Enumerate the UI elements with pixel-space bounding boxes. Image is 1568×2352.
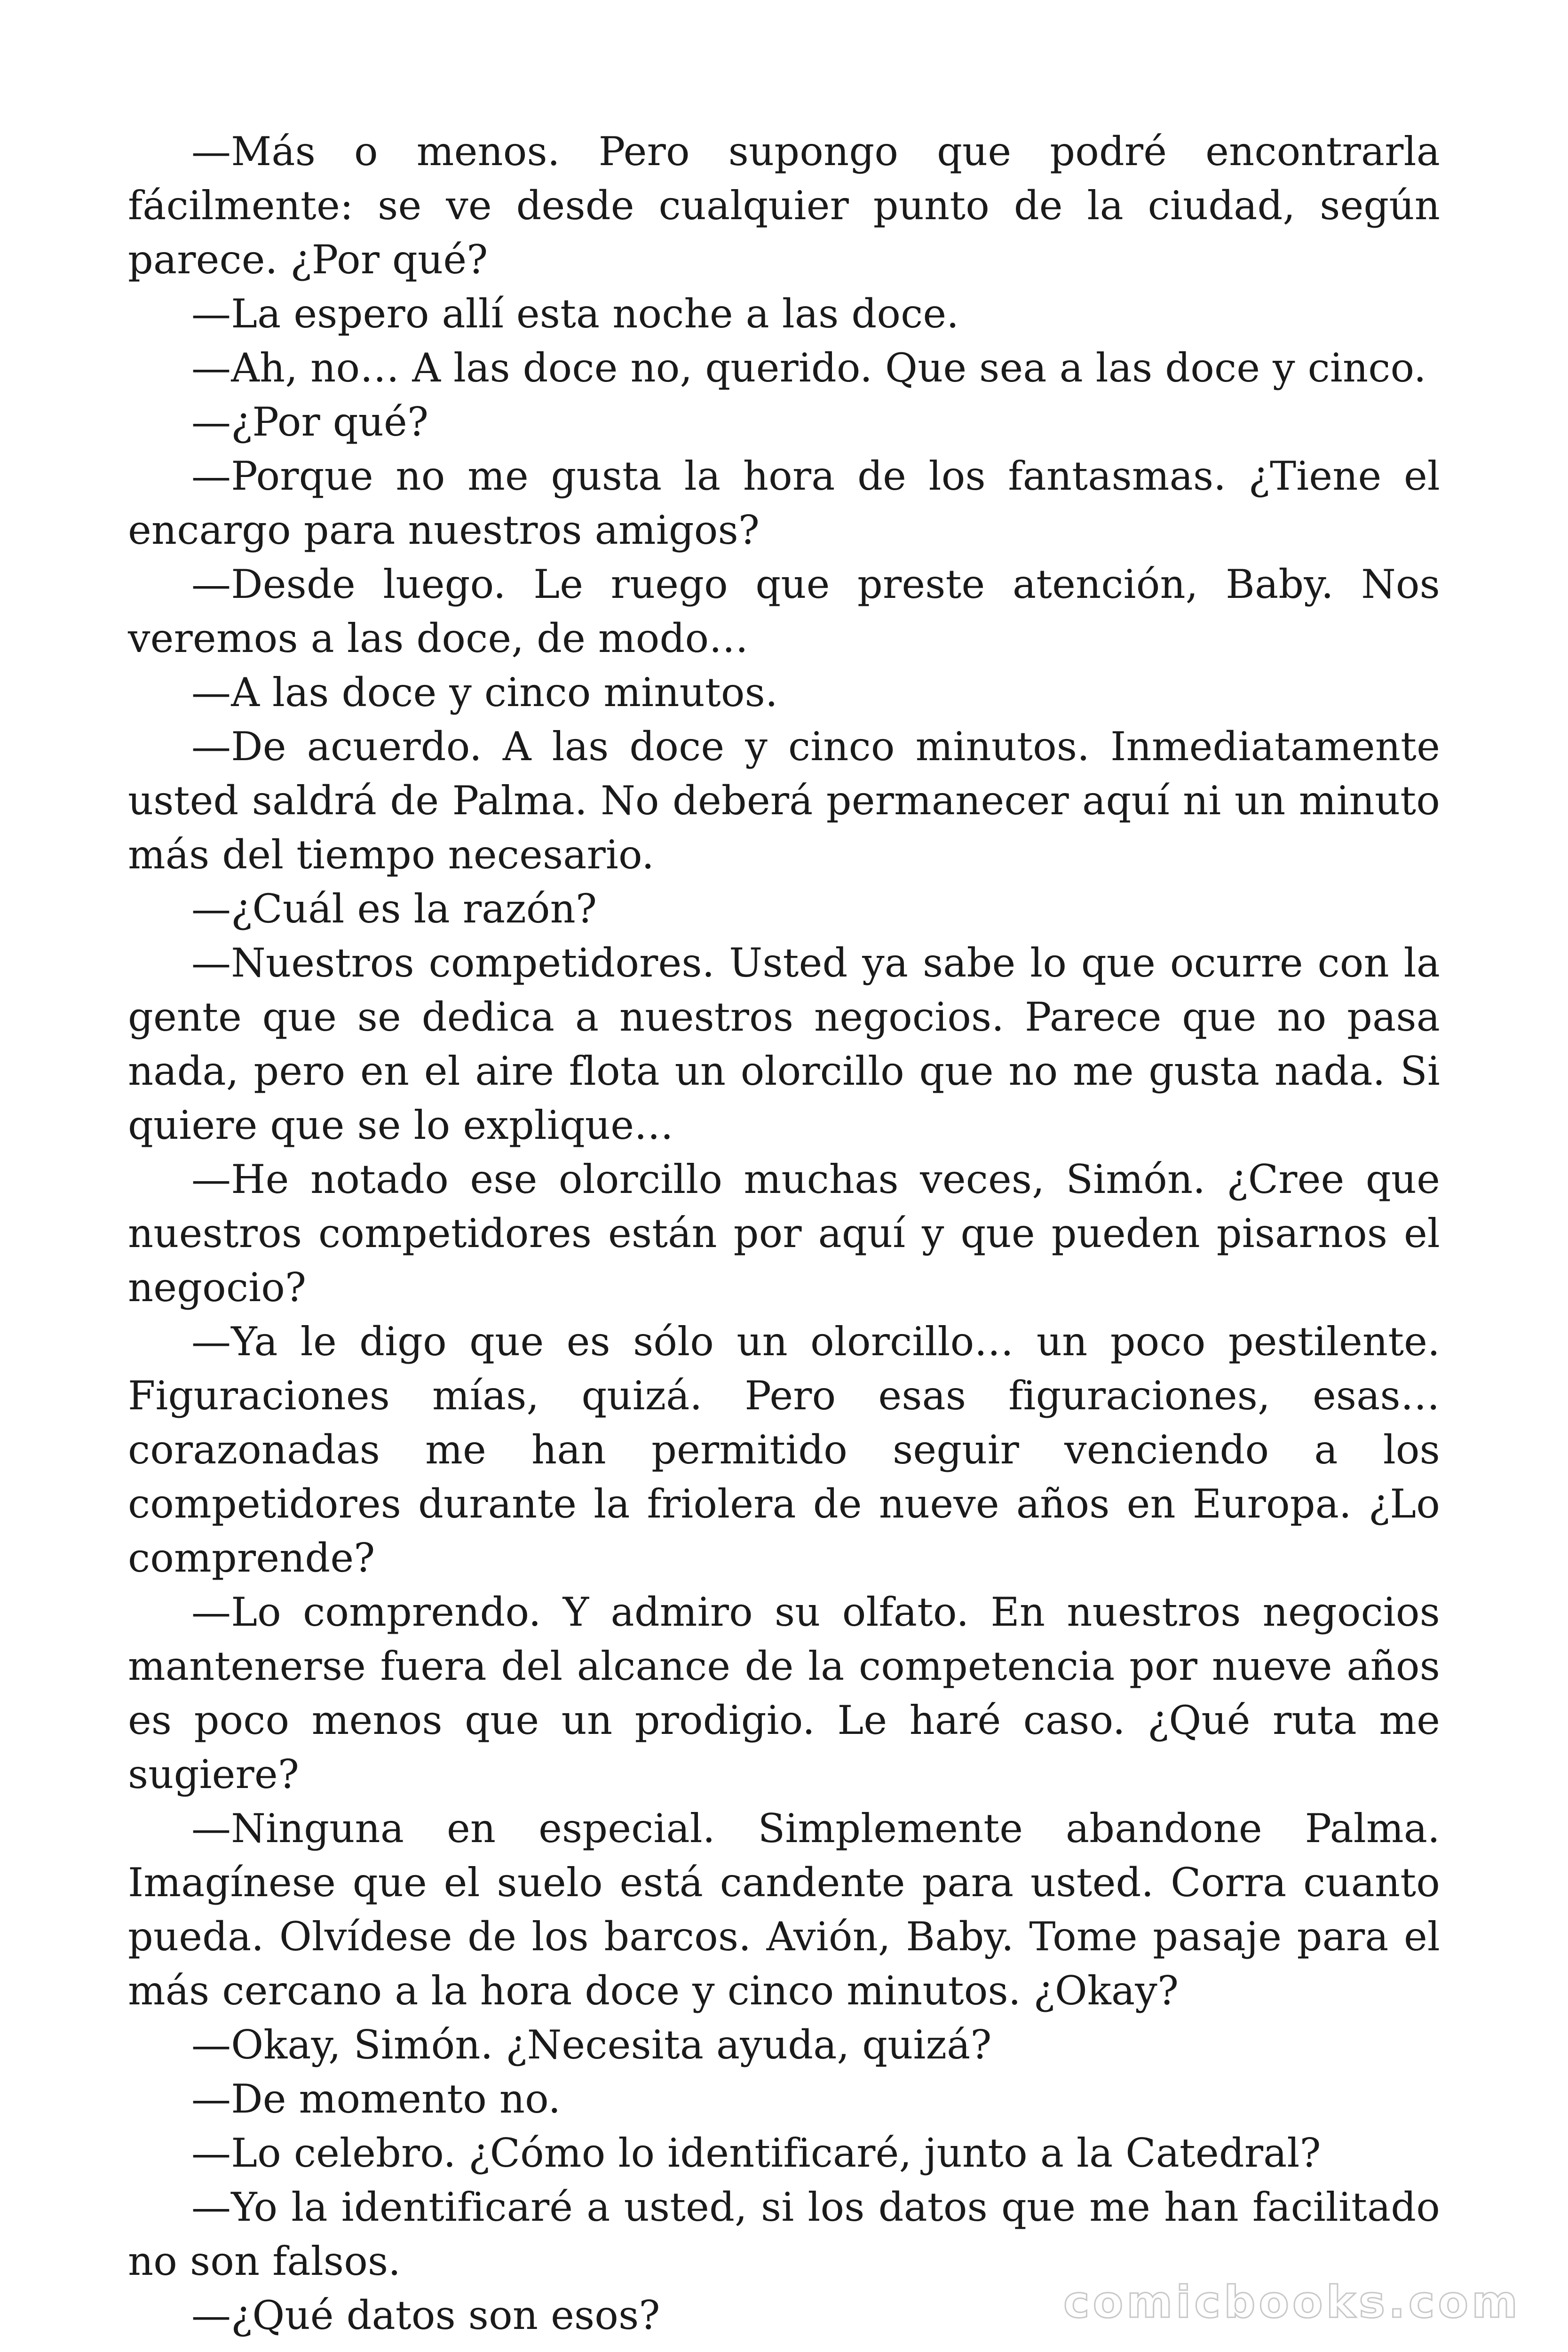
paragraph: —Ah, no… A las doce no, querido. Que sea a las doce y cinco. (191, 345, 1426, 391)
paragraph: —¿Por qué? (191, 399, 429, 445)
paragraph: —Ya le digo que es sólo un olorcillo… un poco pestilente. Figuraciones mías, quizá. Pero esas figuraciones, esas… corazonadas me han permitido seguir venciendo a los competidores durante la friolera de nueve años en Europa. ¿Lo comprende? (128, 1319, 1440, 1581)
paragraph: —Porque no me gusta la hora de los fantasmas. ¿Tiene el encargo para nuestros amigos? (128, 453, 1440, 553)
paragraph: —De momento no. (191, 2076, 561, 2122)
paragraph: —¿Qué datos son esos? (191, 2292, 660, 2338)
paragraph: —Yo la identificaré a usted, si los datos que me han facilitado no son falsos. (128, 2184, 1440, 2284)
paragraph: —Okay, Simón. ¿Necesita ayuda, quizá? (191, 2022, 992, 2068)
paragraph: —La espero allí esta noche a las doce. (191, 291, 959, 337)
paragraph: —Ninguna en especial. Simplemente abandone Palma. Imagínese que el suelo está candente para usted. Corra cuanto pueda. Olvídese de los barcos. Avión, Baby. Tome pasaje para el más cercano a la hora doce y cinco minutos. ¿Okay? (128, 1805, 1440, 2014)
paragraph: —He notado ese olorcillo muchas veces, Simón. ¿Cree que nuestros competidores están por aquí y que pueden pisarnos el negocio? (128, 1156, 1440, 1311)
watermark-logo: comicbooks.com (1063, 2277, 1521, 2328)
paragraph: —Desde luego. Le ruego que preste atención, Baby. Nos veremos a las doce, de modo… (128, 561, 1440, 661)
paragraph: —Lo comprendo. Y admiro su olfato. En nuestros negocios mantenerse fuera del alcance de la competencia por nueve años es poco menos que un prodigio. Le haré caso. ¿Qué ruta me sugiere? (128, 1589, 1440, 1797)
paragraph: —Nuestros competidores. Usted ya sabe lo que ocurre con la gente que se dedica a nuestros negocios. Parece que no pasa nada, pero en el aire flota un olorcillo que no me gusta nada. Si quiere que se lo explique… (128, 940, 1440, 1148)
paragraph: —Más o menos. Pero supongo que podré encontrarla fácilmente: se ve desde cualquier punto de la ciudad, según parece. ¿Por qué? (128, 128, 1440, 283)
paragraph: —De acuerdo. A las doce y cinco minutos. Inmediatamente usted saldrá de Palma. No deberá permanecer aquí ni un minuto más del tiempo necesario. (128, 723, 1440, 878)
paragraph: —¿Cuál es la razón? (191, 886, 597, 932)
body-text (128, 125, 1440, 2343)
paragraph: —Lo celebro. ¿Cómo lo identificaré, junto a la Catedral? (191, 2130, 1321, 2176)
paragraph: —A las doce y cinco minutos. (191, 669, 778, 715)
